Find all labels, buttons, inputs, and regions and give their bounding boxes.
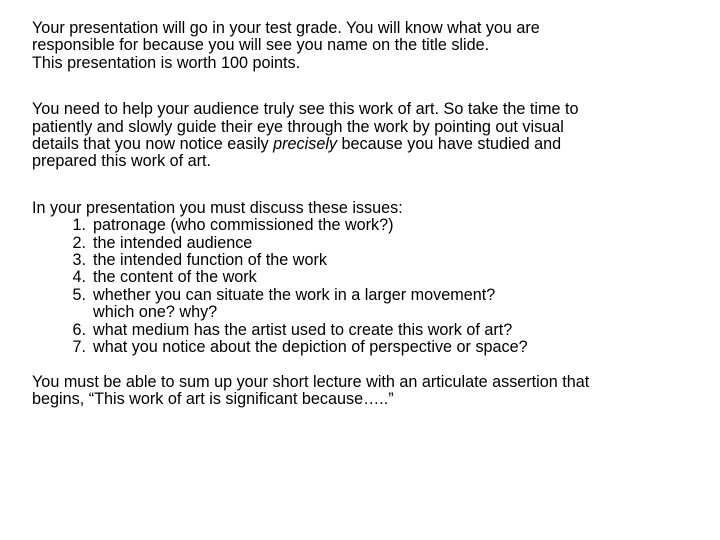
list-item bbox=[32, 235, 702, 252]
conclusion-line-1: You must be able to sum up your short lecture with an articulate assertion that bbox=[32, 372, 590, 391]
conclusion-paragraph bbox=[32, 374, 702, 409]
intro-line-2: responsible for because you will see you name on the title slide. bbox=[32, 36, 490, 55]
list-item bbox=[32, 269, 702, 286]
list-item-text: what you notice about the depiction of perspective or space? bbox=[93, 338, 528, 357]
list-item-number: 5. bbox=[72, 285, 86, 304]
intro-line-3: This presentation is worth 100 points. bbox=[32, 53, 301, 72]
guide-line-2: patiently and slowly guide their eye through the work by pointing out visual bbox=[32, 117, 564, 136]
list-item-text: the intended audience bbox=[93, 233, 253, 252]
guide-line-3-end: because you have studied and bbox=[337, 135, 562, 154]
list-item-text: patronage (who commissioned the work?) bbox=[93, 216, 394, 235]
slide-content bbox=[32, 20, 702, 408]
list-item-text: whether you can situate the work in a larger movement? bbox=[93, 285, 496, 304]
list-item-text: what medium has the artist used to create this work of art? bbox=[93, 320, 513, 339]
guide-line-3 bbox=[32, 136, 702, 153]
list-item bbox=[32, 322, 702, 339]
emphasis-word: precisely bbox=[273, 135, 338, 154]
list-item-number: 2. bbox=[72, 233, 86, 252]
guide-line-4: prepared this work of art. bbox=[32, 152, 212, 171]
list-item-number: 3. bbox=[72, 251, 86, 270]
intro-paragraph bbox=[32, 20, 702, 72]
conclusion-line-2: begins, “This work of art is significant because…..” bbox=[32, 389, 394, 408]
list-item-text-continued: which one? why? bbox=[93, 303, 218, 322]
list-item-number: 1. bbox=[72, 216, 86, 235]
guide-line-3-start: details that you now notice easily bbox=[32, 135, 274, 154]
guide-line-1: You need to help your audience truly see this work of art. So take the time to bbox=[32, 100, 579, 119]
intro-line-1: Your presentation will go in your test grade. You will know what you are bbox=[32, 19, 540, 37]
list-item-text: the content of the work bbox=[93, 268, 257, 287]
issues-heading-text: In your presentation you must discuss these issues: bbox=[32, 198, 403, 217]
issues-list bbox=[32, 217, 702, 356]
list-item-number: 4. bbox=[72, 268, 86, 287]
issues-heading bbox=[32, 200, 702, 217]
list-item bbox=[32, 252, 702, 269]
list-item bbox=[32, 287, 702, 322]
list-item-text: the intended function of the work bbox=[93, 251, 327, 270]
guide-paragraph bbox=[32, 101, 702, 171]
list-item bbox=[32, 339, 702, 356]
list-item bbox=[32, 217, 702, 234]
list-item-number: 6. bbox=[72, 320, 86, 339]
list-item-number: 7. bbox=[72, 338, 86, 357]
